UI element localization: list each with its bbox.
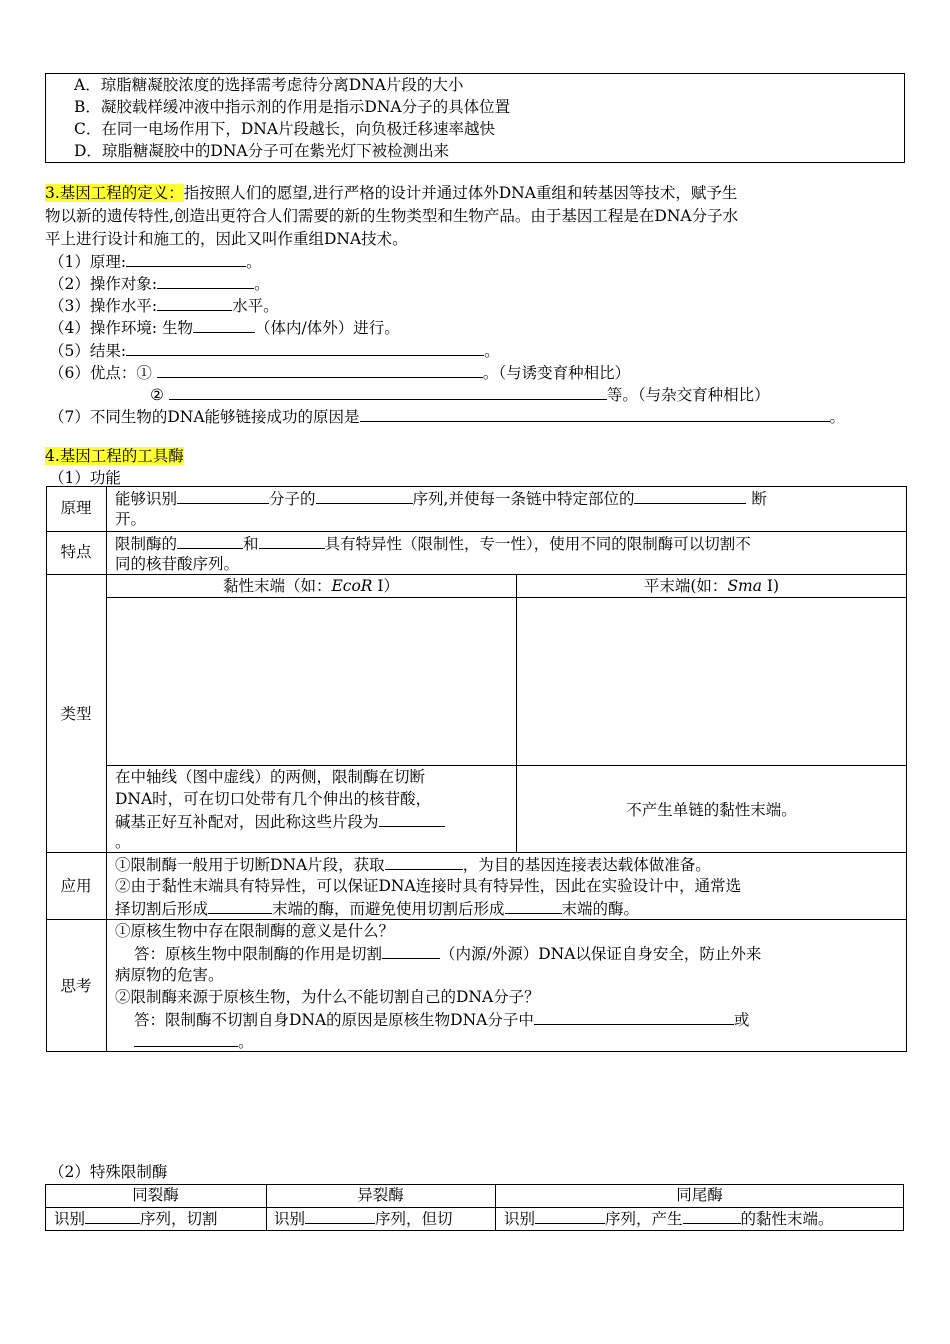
yuanli-text-c: 序列,并使每一条链中特定部位的: [412, 490, 635, 508]
sticky-desc-1: 在中轴线（图中虚线）的两侧，限制酶在切断: [115, 768, 426, 786]
yy1-blank[interactable]: [385, 854, 463, 870]
q3-row: [49, 295, 279, 317]
c3-blank1[interactable]: [535, 1208, 605, 1224]
q7-row: [49, 406, 845, 428]
q6b-end: 等。（与杂交育种相比）: [606, 386, 770, 404]
sec3-def-2: 物以新的遗传特性,创造出更符合人们需要的新的生物类型和生物产品。由于基因工程是在DNA分子水: [45, 207, 739, 225]
sticky-desc-4: 。: [115, 833, 131, 851]
sec3-line1: [45, 183, 737, 204]
c1-blank[interactable]: [85, 1208, 140, 1224]
sec4-title-row: [45, 446, 184, 467]
q6b-row: [150, 384, 770, 406]
sk5-blank[interactable]: [534, 1009, 734, 1025]
q4-end: （体内/体外）进行。: [255, 319, 400, 337]
q4-label: （4）操作环境: 生物: [49, 319, 194, 337]
q6-row: [49, 362, 630, 384]
sticky-head-a: 黏性末端（如：: [222, 577, 332, 595]
yuanli-label: 原理: [60, 499, 92, 517]
yuanli-blank3[interactable]: [634, 488, 746, 504]
q7-end: 。: [829, 408, 846, 426]
yy3-blank2[interactable]: [505, 898, 562, 914]
table-divider: [106, 486, 107, 1052]
c1-text-b: 序列，切割: [140, 1210, 218, 1228]
sikao-label: 思考: [60, 977, 92, 995]
sec4-title: 4.基因工程的工具酶: [45, 447, 184, 465]
yuanli-text-a: 能够识别: [115, 490, 178, 508]
q5-blank[interactable]: [126, 340, 484, 356]
sk-line3: 病原物的危害。: [115, 966, 224, 984]
q5-row: [49, 340, 500, 362]
blunt-head-enzyme: Sma: [727, 577, 762, 595]
c3-blank2[interactable]: [683, 1208, 741, 1224]
sticky-desc-3: [115, 811, 445, 833]
sk-line2: [134, 943, 761, 965]
tedian-text-b: 和: [243, 535, 259, 553]
yuanli-blank1[interactable]: [177, 488, 269, 504]
yy-line2: ②由于黏性末端具有特异性，可以保证DNA连接时具有特异性，因此在实验设计中，通常选: [115, 877, 742, 895]
option-b: B．凝胶载样缓冲液中指示剂的作用是指示DNA分子的具体位置: [74, 98, 511, 116]
sk-line1: ①原核生物中存在限制酶的意义是什么？: [115, 922, 395, 940]
c3-text-c: 的黏性末端。: [740, 1210, 834, 1228]
sk-line5: [134, 1009, 749, 1031]
q6b-blank[interactable]: [169, 384, 607, 400]
q3-blank[interactable]: [157, 295, 232, 311]
yy3-text-a: 择切割后形成: [115, 900, 209, 918]
tedian-line2: 同的核苷酸序列。: [115, 555, 240, 573]
sticky-desc-2: DNA时，可在切口处带有几个伸出的核苷酸，: [115, 790, 432, 808]
c3-text-b: 序列，产生: [605, 1210, 683, 1228]
yy1-text-b: ，为目的基因连接表达载体做准备。: [462, 856, 711, 874]
tedian-blank2[interactable]: [259, 533, 325, 549]
q2-row: [49, 273, 270, 295]
option-c: C．在同一电场作用下，DNA片段越长，向负极迁移速率越快: [74, 120, 496, 138]
yuanli-text-d: 断: [751, 490, 767, 508]
q1-blank[interactable]: [126, 251, 246, 267]
q5-label: （5）结果:: [49, 342, 127, 360]
blunt-end-header: [516, 576, 907, 597]
header-yiliemei: 异裂酶: [357, 1186, 404, 1204]
sk2-text-b: （内源/外源）DNA以保证自身安全，防止外来: [440, 945, 762, 963]
leixing-label: 类型: [60, 705, 92, 723]
option-d: D．琼脂糖凝胶中的DNA分子可在紫光灯下被检测出来: [74, 142, 450, 160]
blunt-head-b: I): [762, 577, 780, 595]
c2-text-a: 识别: [274, 1210, 306, 1228]
tongliemei-cell: [54, 1208, 218, 1230]
yy-line1: [115, 854, 711, 876]
sk-line4: ②限制酶来源于原核生物，为什么不能切割自己的DNA分子？: [115, 988, 540, 1006]
q2-blank[interactable]: [157, 273, 254, 289]
q2-end: 。: [254, 275, 270, 293]
q6-label: （6）优点：①: [49, 364, 152, 382]
yy3-text-c: 末端的酶。: [561, 900, 640, 918]
q7-label: （7）不同生物的DNA能够链接成功的原因是: [49, 408, 360, 426]
sec4-sub1: （1）功能: [49, 469, 121, 487]
sec3-def-1: 指按照人们的愿望,进行严格的设计并通过体外DNA重组和转基因等技术，赋予生: [183, 184, 738, 202]
c2-text-b: 序列，但切: [375, 1210, 453, 1228]
header-tongweimei: 同尾酶: [676, 1186, 723, 1204]
yy3-blank1[interactable]: [208, 898, 272, 914]
yy1-text-a: ①限制酶一般用于切断DNA片段，获取: [115, 856, 385, 874]
sticky-head-enzyme: EcoR: [331, 577, 373, 595]
sk2-blank[interactable]: [382, 943, 440, 959]
q7-blank[interactable]: [360, 406, 830, 422]
sticky-blank[interactable]: [379, 811, 445, 827]
sk-line6: [134, 1031, 254, 1053]
sec3-title: 3.基因工程的定义：: [45, 184, 184, 202]
sec4-sub2: （2）特殊限制酶: [49, 1163, 168, 1181]
q3-end: 水平。: [232, 297, 279, 315]
yuanli-text-b: 分子的: [269, 490, 316, 508]
q1-label: （1）原理:: [49, 253, 127, 271]
yuanli-line2: 开。: [115, 510, 147, 528]
c2-blank[interactable]: [305, 1208, 375, 1224]
sk2-text-a: 答：原核生物中限制酶的作用是切割: [134, 945, 383, 963]
yingyong-label: 应用: [60, 877, 92, 895]
yuanli-line1: [115, 488, 767, 510]
q6b-label: ②: [150, 386, 164, 404]
sk5-text-a: 答：限制酶不切割自身DNA的原因是原核生物DNA分子中: [134, 1011, 534, 1029]
q4-blank[interactable]: [193, 317, 255, 333]
tongweimei-cell: [504, 1208, 834, 1230]
c3-text-a: 识别: [504, 1210, 536, 1228]
sk5-text-b: 或: [733, 1011, 750, 1029]
yy3-text-b: 末端的酶，而避免使用切割后形成: [272, 900, 505, 918]
tedian-blank1[interactable]: [177, 533, 243, 549]
option-a: A．琼脂糖凝胶浓度的选择需考虑待分离DNA片段的大小: [74, 76, 464, 94]
header-tongliemei: 同裂酶: [132, 1186, 179, 1204]
tedian-line1: [115, 533, 751, 555]
q1-end: 。: [246, 253, 262, 271]
q3-label: （3）操作水平:: [49, 297, 158, 315]
q2-label: （2）操作对象:: [49, 275, 158, 293]
q5-end: 。: [484, 342, 500, 360]
q1-row: [49, 251, 262, 273]
sticky-head-b: I）: [372, 577, 400, 595]
yuanli-blank2[interactable]: [316, 488, 413, 504]
q6-end: 。（与诱变育种相比）: [482, 364, 631, 382]
sk6-blank[interactable]: [134, 1031, 238, 1047]
sec3-def-3: 平上进行设计和施工的，因此又叫作重组DNA技术。: [45, 230, 408, 248]
blunt-head-a: 平末端(如：: [643, 577, 728, 595]
c1-text-a: 识别: [54, 1210, 86, 1228]
q4-row: [49, 317, 400, 339]
blunt-desc: 不产生单链的黏性末端。: [626, 801, 797, 819]
tedian-text-c: 具有特异性（限制性，专一性），使用不同的限制酶可以切割不: [324, 535, 751, 553]
tedian-text-a: 限制酶的: [115, 535, 178, 553]
tedian-label: 特点: [60, 543, 92, 561]
q6-blank[interactable]: [157, 362, 483, 378]
yiliemei-cell: [274, 1208, 453, 1230]
yy-line3: [115, 898, 639, 920]
sk6-end: 。: [238, 1033, 254, 1051]
sticky-desc-3-text: 碱基正好互补配对，因此称这些片段为: [115, 813, 379, 831]
sticky-end-header: [106, 576, 516, 597]
